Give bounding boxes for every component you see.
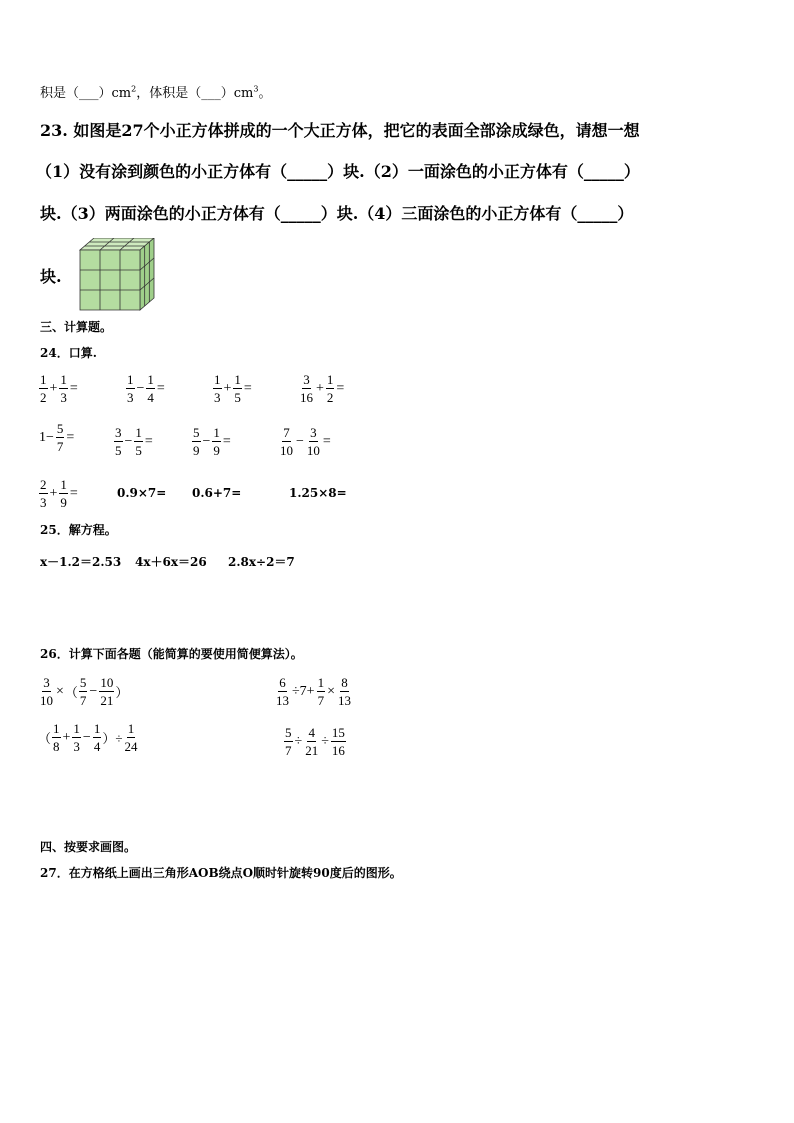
q24-row3-expr3: 0.6+7= <box>192 486 242 500</box>
operator: − <box>124 433 133 449</box>
fraction: $\frac{1}{7}$ <box>317 675 325 708</box>
operator: ÷ <box>294 733 303 749</box>
fraction: $\frac{1}{4}$ <box>147 372 154 405</box>
fraction: $\frac{6}{13}$ <box>276 675 289 708</box>
section3-title: 三、计算题。 <box>40 320 113 334</box>
q26-title: 26．计算下面各题（能简算的要使用简便算法）。 <box>40 647 303 661</box>
operator: + <box>49 485 58 501</box>
operator: × <box>56 683 64 699</box>
operator: − <box>136 380 145 396</box>
equals: = <box>69 380 78 396</box>
equals: = <box>156 380 165 396</box>
equals: = <box>222 433 231 449</box>
equals: = <box>336 380 345 396</box>
fraction: $\frac{1}{8}$ <box>53 721 60 754</box>
fraction: $\frac{1}{3}$ <box>127 372 134 405</box>
left-paren: （ <box>38 731 52 746</box>
fraction: $\frac{3}{10}$ <box>306 425 320 458</box>
q23-line3: 块.（3）两面涂色的小正方体有（_____）块.（4）三面涂色的小正方体有（_____） <box>40 204 634 223</box>
q24-row1-expr1 <box>38 369 79 404</box>
q26-expr2 <box>274 672 353 707</box>
q26-expr3 <box>38 722 139 753</box>
fraction: $\frac{1}{3}$ <box>214 372 221 405</box>
q26-expr4 <box>283 722 347 757</box>
area-unit: ）cm <box>98 86 132 101</box>
q25-eq3: 2.8x÷2＝7 <box>228 555 295 569</box>
fraction: $\frac{1}{5}$ <box>135 425 142 458</box>
fraction: $\frac{1}{3}$ <box>60 372 67 405</box>
operator: × <box>327 683 335 699</box>
fraction: $\frac{1}{5}$ <box>234 372 241 405</box>
cube-figure <box>78 238 156 312</box>
fraction: $\frac{1}{9}$ <box>60 477 67 510</box>
volume-label: ，体积是（ <box>136 86 202 101</box>
q24-row1-expr3 <box>212 369 253 404</box>
fraction: $\frac{15}{16}$ <box>331 725 345 758</box>
fraction: $\frac{2}{3}$ <box>40 477 47 510</box>
q27-text: 27．在方格纸上画出三角形AOB绕点O顺时针旋转90度后的图形。 <box>40 866 402 880</box>
operator: ÷ <box>321 733 329 749</box>
section4-title: 四、按要求画图。 <box>40 840 137 854</box>
equals: = <box>243 380 252 396</box>
q24-row1-expr2 <box>125 369 166 404</box>
expr <box>38 373 79 404</box>
q22-tail-line <box>40 82 271 101</box>
q24-row3-expr1 <box>38 474 79 509</box>
area-label: 积是（ <box>40 86 80 101</box>
q24-title: 24．口算. <box>40 346 97 360</box>
operator: − <box>82 729 91 745</box>
operator: ÷7+ <box>292 683 315 699</box>
cube-superscript: 3 <box>253 84 259 94</box>
lead-term: 1− <box>39 429 54 445</box>
volume-unit: ）cm <box>220 86 254 101</box>
fraction: $\frac{1}{4}$ <box>93 721 101 754</box>
q23-line2: （1）没有涂到颜色的小正方体有（_____）块.（2）一面涂色的小正方体有（_____） <box>36 162 640 181</box>
fraction: $\frac{4}{21}$ <box>305 725 319 758</box>
q24-row2-expr1 <box>38 422 75 453</box>
q26-expr1 <box>38 672 128 707</box>
cube-drawing <box>80 238 154 310</box>
q24-row2-expr3 <box>191 422 232 457</box>
fraction: $\frac{1}{2}$ <box>326 372 334 405</box>
volume-blank[interactable]: ___ <box>201 86 221 101</box>
operator: − <box>89 683 98 699</box>
operator: + <box>49 380 58 396</box>
equals: = <box>66 429 75 445</box>
fraction: $\frac{3}{16}$ <box>300 372 313 405</box>
operator: − <box>202 433 211 449</box>
operator: − <box>296 433 304 449</box>
q25-eq2: 4x＋6x＝26 <box>135 555 207 569</box>
fraction: $\frac{5}{7}$ <box>56 421 64 454</box>
q24-row3-expr4: 1.25×8= <box>289 486 347 500</box>
fraction: $\frac{1}{9}$ <box>213 425 220 458</box>
q23-line4: 块. <box>40 267 62 286</box>
q25-eq1: x－1.2＝2.53 <box>40 555 122 569</box>
fraction: $\frac{5}{7}$ <box>79 675 87 708</box>
operator: + <box>62 729 71 745</box>
equals: = <box>69 485 78 501</box>
right-paren-divide: ）÷ <box>102 731 123 746</box>
operator: + <box>316 380 324 396</box>
operator: + <box>223 380 232 396</box>
fraction: $\frac{5}{9}$ <box>193 425 200 458</box>
right-paren: ） <box>115 685 129 700</box>
fraction: $\frac{8}{13}$ <box>338 675 351 708</box>
q24-row2-expr4 <box>278 422 332 457</box>
area-blank[interactable]: ___ <box>79 86 99 101</box>
q22-end-punct: 。 <box>258 86 272 101</box>
q23-line1: 23. 如图是27个小正方体拼成的一个大正方体，把它的表面全部涂成绿色，请想一想 <box>40 121 640 140</box>
fraction: $\frac{10}{21}$ <box>100 675 114 708</box>
fraction: $\frac{1}{24}$ <box>124 721 138 754</box>
fraction: $\frac{1}{2}$ <box>40 372 47 405</box>
q24-row1-expr4 <box>298 369 345 404</box>
left-paren: （ <box>64 685 78 700</box>
equals: = <box>322 433 331 449</box>
q24-row2-expr2 <box>113 422 154 457</box>
cube-front-face <box>80 250 140 310</box>
fraction: $\frac{7}{10}$ <box>280 425 293 458</box>
fraction: $\frac{3}{5}$ <box>115 425 122 458</box>
q25-title: 25．解方程。 <box>40 523 117 537</box>
fraction: $\frac{3}{10}$ <box>40 675 53 708</box>
fraction: $\frac{5}{7}$ <box>285 725 292 758</box>
q24-row3-expr2: 0.9×7= <box>117 486 167 500</box>
fraction: $\frac{1}{3}$ <box>73 721 80 754</box>
square-superscript: 2 <box>131 84 137 94</box>
cube-side-face <box>140 238 154 310</box>
equals: = <box>144 433 153 449</box>
